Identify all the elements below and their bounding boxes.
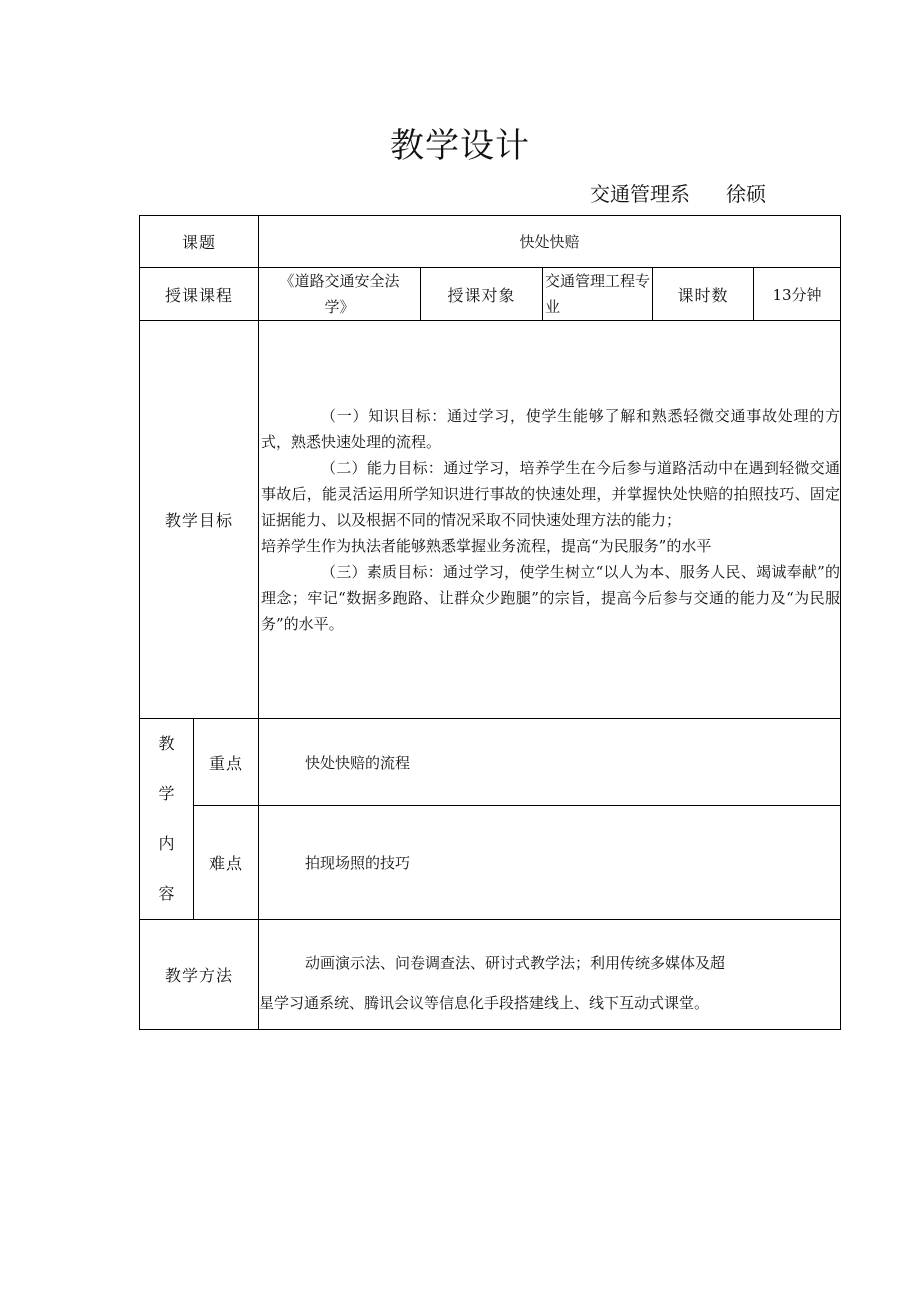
content-char-3: 内 (158, 834, 175, 853)
course-label: 授课课程 (140, 268, 259, 321)
objective-knowledge: （一）知识目标：通过学习，使学生能够了解和熟悉轻微交通事故处理的方式，熟悉快速处理的流程。 (261, 406, 841, 451)
objectives-cell (259, 321, 841, 719)
hours-value: 13分钟 (754, 268, 841, 321)
lesson-plan-table (139, 215, 841, 1030)
topic-value: 快处快赔 (259, 216, 841, 268)
method-label: 教学方法 (140, 920, 259, 1030)
audience-value (543, 268, 653, 321)
content-char-4: 容 (158, 884, 175, 903)
difficulty-value: 拍现场照的技巧 (259, 806, 841, 920)
method-cell (259, 920, 841, 1030)
method-line-1: 动画演示法、问卷调查法、研讨式教学法；利用传统多媒体及超 (305, 953, 726, 972)
objective-ability: （二）能力目标：通过学习，培养学生在今后参与道路活动中在遇到轻微交通事故后，能灵活运用所学知识进行事故的快速处理，并掌握快处快赔的拍照技巧、固定证据能力、以及根据不同的情况采取不同快速处理方法的能力； (261, 458, 841, 529)
author-line (590, 178, 766, 207)
key-point-value: 快处快赔的流程 (259, 719, 841, 806)
doc-title: 教学设计 (390, 126, 530, 166)
teacher-name: 徐硕 (726, 182, 766, 206)
objective-ability-cont: 培养学生作为执法者能够熟悉掌握业务流程，提高“为民服务”的水平 (261, 536, 712, 555)
method-line-2: 星学习通系统、腾讯会议等信息化手段搭建线上、线下互动式课堂。 (259, 993, 710, 1012)
objectives-label: 教学目标 (140, 321, 259, 719)
difficulty-label: 难点 (194, 806, 259, 920)
hours-label: 课时数 (653, 268, 754, 321)
audience-label: 授课对象 (421, 268, 543, 321)
department: 交通管理系 (590, 182, 690, 206)
audience-value-text: 交通管理工程专业 (545, 272, 651, 316)
course-value-text: 《道路交通安全法学》 (279, 272, 400, 316)
content-label (140, 719, 194, 920)
key-point-label: 重点 (194, 719, 259, 806)
topic-label: 课题 (140, 216, 259, 268)
course-value (259, 268, 421, 321)
content-char-1: 教 (158, 734, 175, 753)
objective-quality: （三）素质目标：通过学习，使学生树立“以人为本、服务人民、竭诚奉献”的理念；牢记“数据多跑路、让群众少跑腿”的宗旨，提高今后参与交通的能力及“为民服务”的水平。 (261, 562, 841, 633)
content-char-2: 学 (158, 784, 175, 803)
